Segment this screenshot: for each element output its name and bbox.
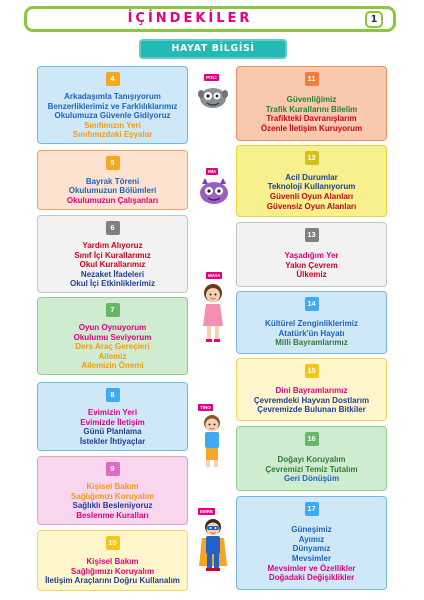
unit-card [37,150,188,210]
unit-card [37,456,188,525]
unit-topic[interactable]: Özenle İletişim Kuruyorum [260,124,363,134]
unit-topic[interactable]: Güvenliğimiz [286,95,337,105]
unit-topic[interactable]: Kişisel Bakım [86,557,139,567]
unit-number-badge: 4 [106,72,120,86]
unit-topic[interactable]: Bayrak Töreni [85,176,140,186]
boy-icon [196,412,228,470]
unit-topic[interactable]: Arkadaşımla Tanışıyorum [64,92,161,101]
unit-topic[interactable]: Ülkemiz [296,270,327,280]
unit-topic[interactable]: Sağlığımızı Koruyalım [70,491,155,501]
unit-topic[interactable]: Sınıfımızdaki Eşyalar [72,130,153,140]
unit-topic[interactable]: Okul İçi Etkinliklerimiz [70,279,155,289]
unit-topics [40,92,185,140]
unit-topic[interactable]: İstekler İhtiyaçlar [79,437,146,447]
page-number: 1 [365,11,383,28]
unit-topic[interactable]: Oyun Oynuyorum [78,323,147,332]
purple-monster-icon [196,174,232,208]
unit-card [236,291,387,354]
unit-topic[interactable]: Doğayı Koruyalım [277,455,346,465]
unit-number-badge: 9 [106,462,120,476]
unit-topic[interactable]: Okulumuzun Çalışanları [66,195,159,205]
unit-topic[interactable]: Dünyamız [292,544,331,554]
unit-number-badge: 14 [305,297,319,311]
unit-topics [40,482,185,520]
unit-topic[interactable]: Trafikteki Davranışlarım [266,114,357,124]
unit-topic[interactable]: Sağlıklı Besleniyoruz [72,501,153,511]
unit-topic[interactable]: Ayımız [298,534,325,544]
unit-topic[interactable]: Okul Kurallarımız [79,260,146,270]
unit-card [37,530,188,591]
unit-number-badge: 7 [106,303,120,317]
unit-topics [239,95,384,133]
mascot-mia [196,168,232,208]
unit-topics [239,455,384,484]
unit-topics [40,557,185,586]
unit-card [37,297,188,375]
unit-topics [40,177,185,206]
unit-topic[interactable]: Güvenli Oyun Alanları [269,191,354,201]
unit-topic[interactable]: Doğadaki Değişiklikler [268,573,355,583]
unit-topics [40,323,185,371]
mascot-name-tag: TİNO [200,405,211,410]
unit-topic[interactable]: Milli Bayramlarımız [275,338,348,348]
unit-card [236,222,387,287]
unit-topic[interactable]: Ailemiz [98,351,127,361]
unit-topic[interactable]: Sağlığımızı Koruyalım [70,566,155,576]
unit-topic[interactable]: Okulumuzun Bölümleri [68,186,157,196]
girl-icon [198,280,228,344]
unit-topic[interactable]: Geri Dönüşüm [283,474,340,484]
unit-topic[interactable]: Benzerliklerimiz ve Farklılıklarımız [47,101,178,111]
unit-number-badge: 5 [106,156,120,170]
unit-card [37,66,188,144]
unit-topic[interactable]: Beslenme Kuralları [76,511,149,521]
unit-topics [239,319,384,348]
mascot-name-tag: POLİ [206,75,217,80]
unit-topic[interactable]: Yakın Çevrem [285,260,338,270]
unit-card [236,426,387,491]
superhero-boy-icon [196,516,230,574]
unit-topic[interactable]: Çevremizi Temiz Tutalım [265,464,358,474]
unit-topic[interactable]: Günü Planlama [83,427,142,437]
gray-monster-icon [196,80,230,112]
unit-number-badge: 6 [106,221,120,235]
unit-topic[interactable]: Kültürel Zenginliklerimiz [265,319,358,329]
unit-topic[interactable]: Mevsimler [291,553,332,563]
unit-number-badge: 10 [106,536,120,550]
unit-topic[interactable]: Kişisel Bakım [86,482,139,492]
unit-number-badge: 8 [106,388,120,402]
unit-card [236,358,387,421]
unit-topic[interactable]: Yaşadığım Yer [284,251,339,261]
unit-number-badge: 17 [305,502,319,516]
unit-topic[interactable]: Güneşimiz [291,525,332,535]
unit-topic[interactable]: Ailemizin Önemi [81,361,144,371]
unit-topic[interactable]: Güvensiz Oyun Alanları [266,201,357,211]
contents-header [24,6,396,32]
unit-topics [239,173,384,211]
unit-topics [239,251,384,280]
unit-topic[interactable]: Yardım Alıyoruz [82,241,143,250]
mascot-tino [196,404,228,470]
unit-card [236,66,387,141]
unit-topic[interactable]: Okulumuza Güvenle Gidiyoruz [54,111,171,121]
unit-card [37,382,188,451]
unit-number-badge: 15 [305,364,319,378]
unit-number-badge: 13 [305,228,319,242]
unit-topic[interactable]: Evimizin Yeri [87,408,138,418]
unit-topic[interactable]: Mevsimler ve Özellikler [267,563,356,573]
unit-topics [239,386,384,415]
mascot-poli [196,74,230,108]
unit-topic[interactable]: İletişim Araçlarını Doğru Kullanalım [45,576,180,586]
mascot-name-tag: MAYA [208,273,221,278]
unit-topic[interactable]: Nezaket İfadeleri [80,269,145,279]
unit-topics [239,525,384,583]
unit-card [236,145,387,217]
unit-card [37,215,188,293]
unit-card [236,496,387,590]
unit-topic[interactable]: Sınıfımızın Yeri [84,120,141,130]
mascot-name-tag: EMRE [200,509,214,514]
unit-topics [40,241,185,289]
unit-topic[interactable]: Çevremdeki Hayvan Dostlarım [253,395,370,405]
unit-topic[interactable]: Dini Bayramlarımız [275,386,348,396]
unit-topic[interactable]: Acil Durumlar [285,172,338,182]
unit-number-badge: 11 [305,72,319,86]
mascot-emre [196,508,230,574]
unit-topic[interactable]: Sınıf İçi Kurallarımız [74,250,151,260]
unit-topic[interactable]: Ders Araç Gereçleri [75,342,150,352]
mascot-name-tag: MİA [208,169,217,174]
unit-topic[interactable]: Çevremizde Bulunan Bitkiler [257,405,366,415]
subject-banner: HAYAT BİLGİSİ [139,39,287,59]
unit-number-badge: 12 [305,151,319,165]
unit-topic[interactable]: Atatürk'ün Hayatı [278,328,345,338]
unit-topic[interactable]: Okulumu Seviyorum [73,332,152,342]
page-title: İÇİNDEKİLER [127,11,253,26]
unit-topic[interactable]: Evimizde İletişim [80,417,145,427]
mascot-maya [198,272,228,344]
unit-topic[interactable]: Teknoloji Kullanıyorum [267,182,356,192]
unit-topic[interactable]: Trafik Kurallarını Bilelim [265,104,358,114]
unit-topics [40,408,185,446]
unit-number-badge: 16 [305,432,319,446]
